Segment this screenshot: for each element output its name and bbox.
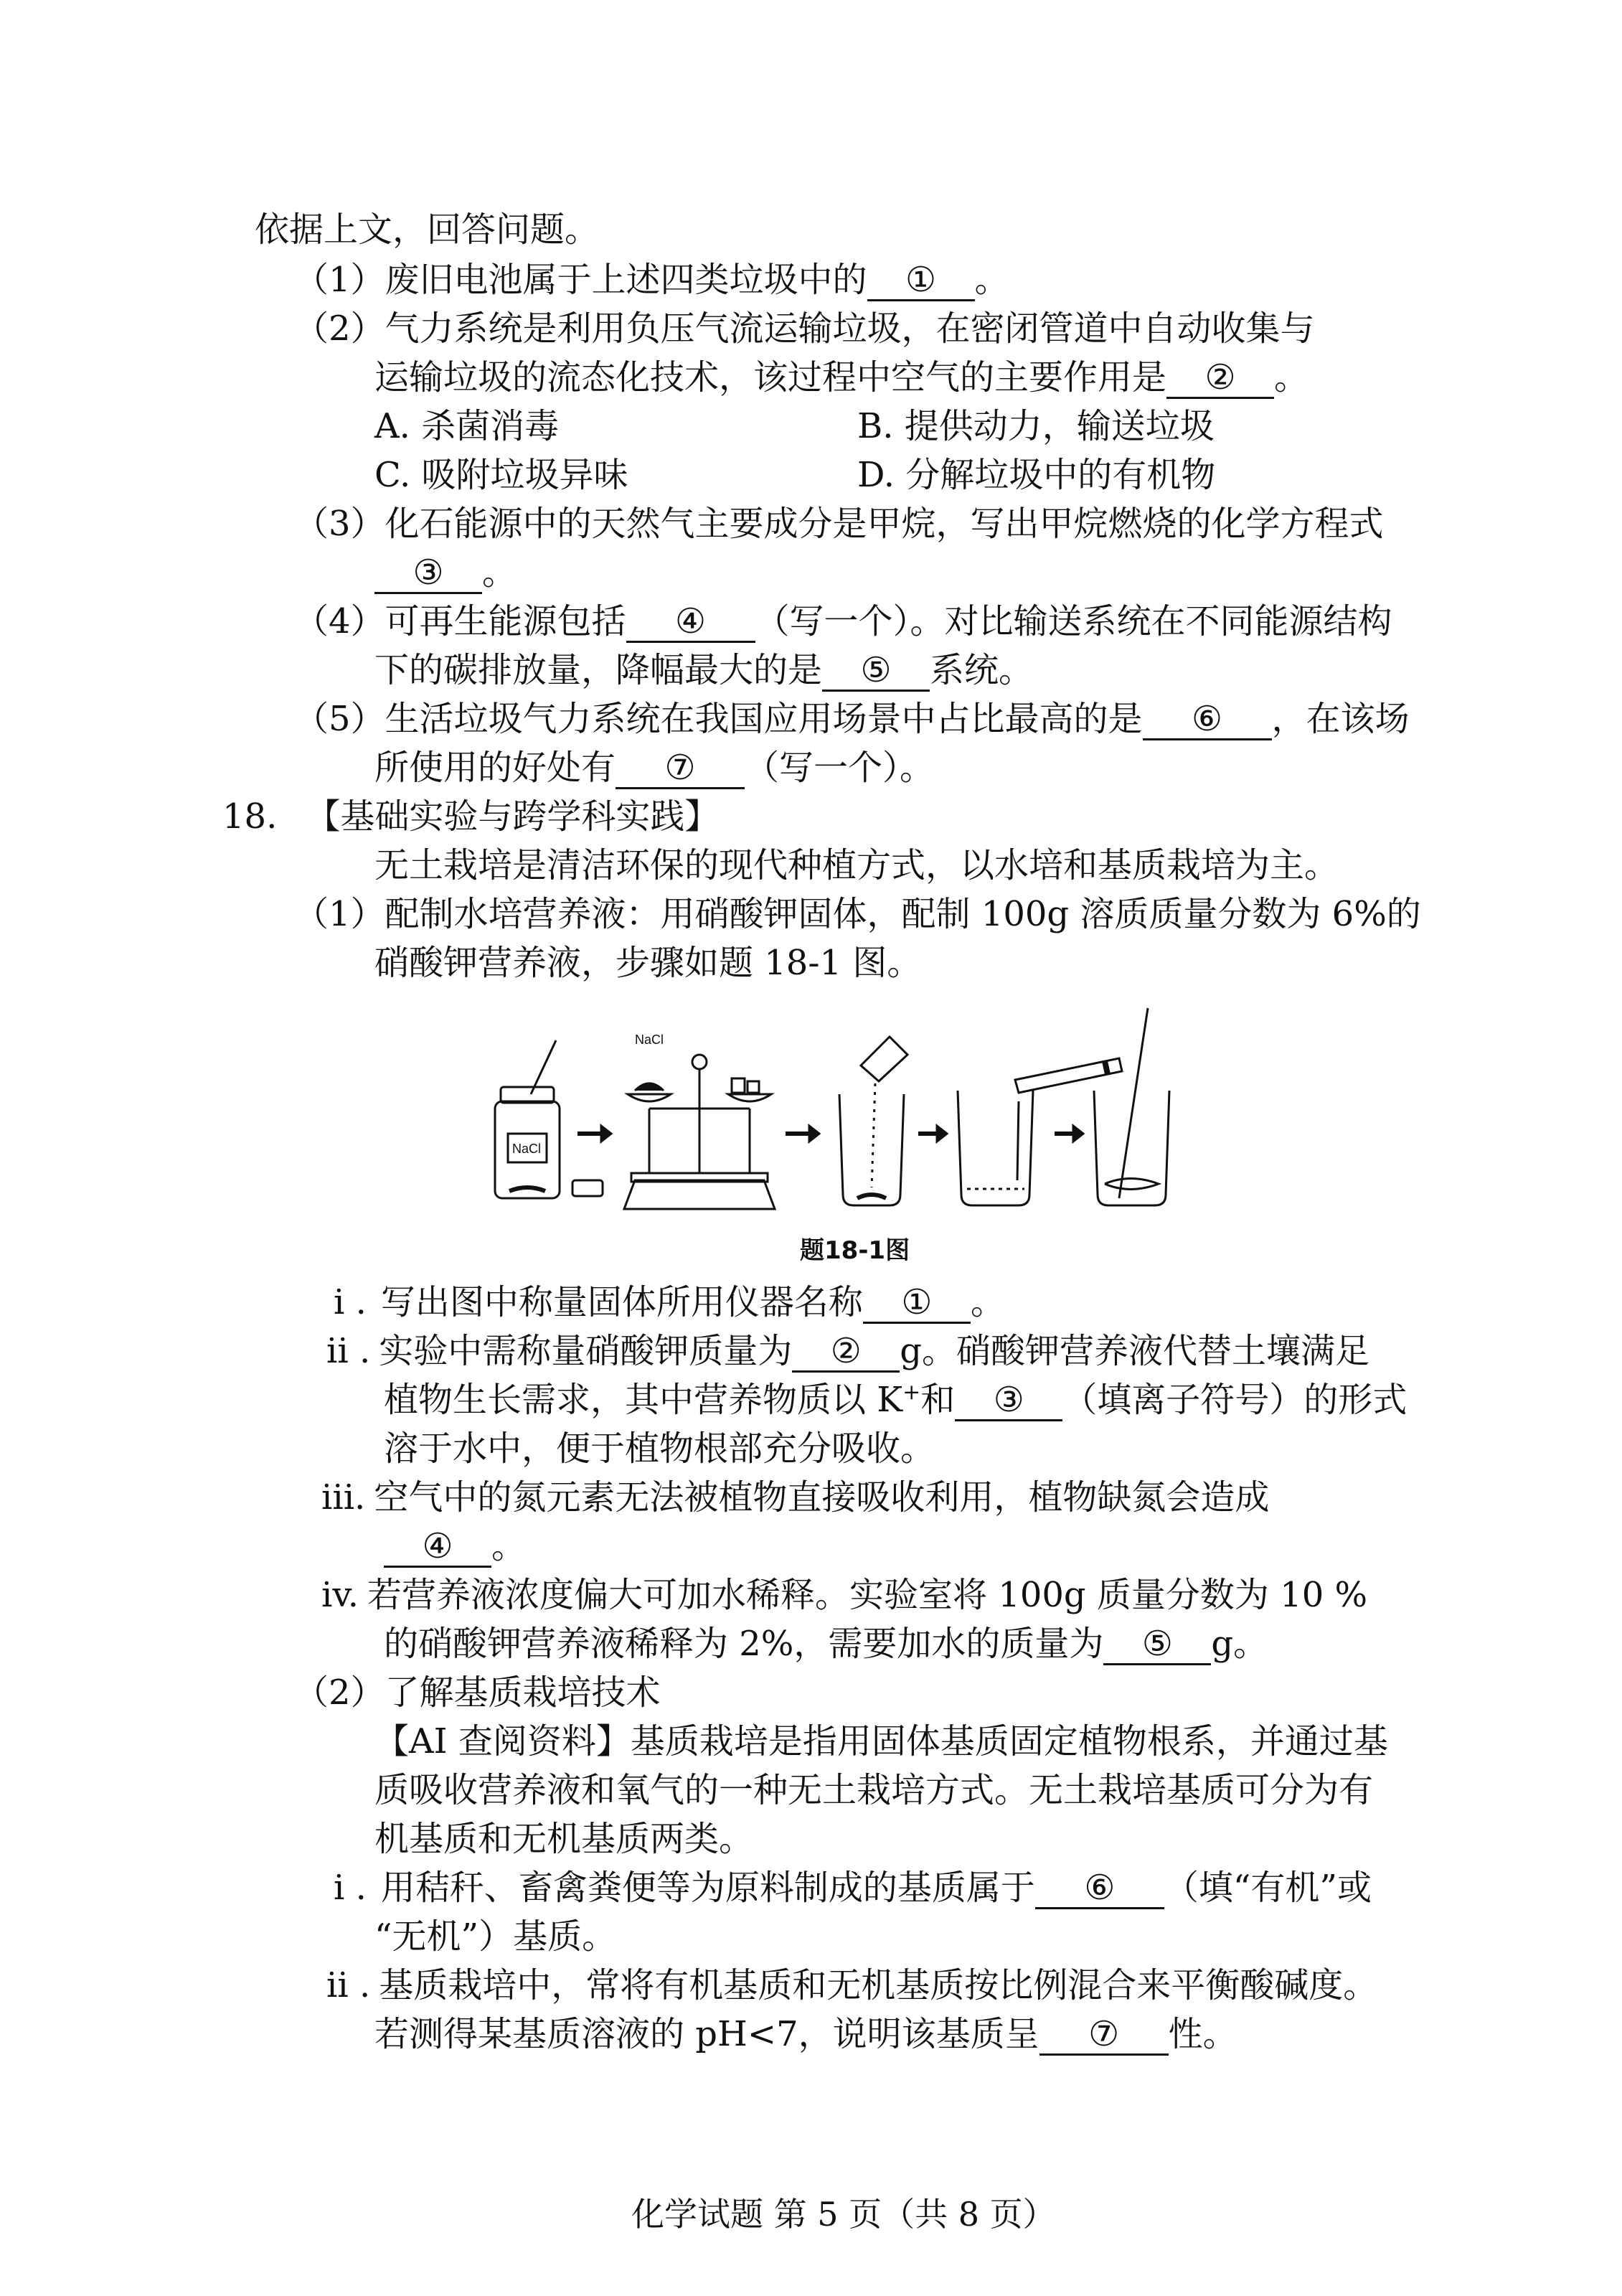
q18-sub-iv-end: g。 — [1211, 1624, 1268, 1664]
answer-blank-18-2[interactable]: ② — [792, 1332, 900, 1373]
option-d[interactable]: D. 分解垃圾中的有机物 — [857, 455, 1216, 495]
q18-sub-iii-num: iii. — [321, 1477, 366, 1518]
q18-part2-title: （2）了解基质栽培技术 — [294, 1672, 661, 1713]
q17-part4-text2: 下的碳排放量，降幅最大的是 — [374, 650, 823, 690]
option-b[interactable]: B. 提供动力，输送垃圾 — [857, 406, 1215, 446]
q18-sub2-i-line2: “无机”）基质。 — [374, 1916, 617, 1957]
q17-part4-mid: （写一个）。对比输送系统在不同能源结构 — [755, 601, 1392, 641]
q18-sub2-ii-text2: 若测得某基质溶液的 pH<7，说明该基质呈 — [374, 2014, 1039, 2054]
q18-sub-iv-line2 — [384, 1622, 1268, 1665]
balance-label: NaCl — [635, 1032, 664, 1047]
answer-blank-3[interactable]: ③ — [374, 553, 482, 594]
q17-part4-end: 系统。 — [930, 650, 1034, 690]
q18-sub-ii-and: 和 — [920, 1380, 956, 1420]
q17-part1-end: 。 — [974, 260, 1009, 300]
q18-intro: 无土栽培是清洁环保的现代种植方式，以水培和基质栽培为主。 — [374, 845, 1339, 885]
option-a[interactable]: A. 杀菌消毒 — [374, 406, 560, 446]
q18-sub2-ii-num: ii . — [326, 1965, 371, 2005]
q18-sub-ii-end2: （填离子符号）的形式 — [1062, 1380, 1408, 1420]
answer-blank-7[interactable]: ⑦ — [616, 748, 745, 789]
answer-blank-18-5[interactable]: ⑤ — [1103, 1624, 1211, 1665]
q18-sub2-i-line1 — [334, 1866, 1372, 1909]
q17-part5-text: （5）生活垃圾气力系统在我国应用场景中占比最高的是 — [294, 699, 1143, 739]
q18-sub2-ii-end: 性。 — [1168, 2014, 1237, 2054]
q18-sub-iii-end: 。 — [491, 1526, 527, 1566]
q18-number: 18. — [222, 796, 278, 837]
q18-title: 【基础实验与跨学科实践】 — [306, 796, 720, 837]
answer-blank-1[interactable]: ① — [867, 260, 975, 301]
q17-part5-line1 — [294, 697, 1410, 740]
answer-blank-18-1[interactable]: ① — [863, 1283, 971, 1324]
arrow-icon — [577, 1126, 611, 1142]
jar-label: NaCl — [512, 1142, 542, 1156]
q17-part4-line2 — [374, 649, 1033, 692]
q18-part2-line1: 【AI 查阅资料】基质栽培是指用固体基质固定植物根系，并通过基 — [374, 1721, 1388, 1761]
page-footer: 化学试题 第 5 页（共 8 页） — [631, 2195, 1056, 2234]
q18-sub2-ii-line2 — [374, 2013, 1237, 2056]
q17-part5-mid: ，在该场 — [1271, 699, 1410, 739]
q18-sub-ii-line2 — [384, 1378, 1407, 1421]
bottle-cap-icon — [572, 1180, 603, 1196]
answer-blank-18-3[interactable]: ③ — [955, 1380, 1062, 1421]
q17-part5-line2 — [374, 746, 934, 789]
q18-sub-i-end: 。 — [970, 1282, 1005, 1322]
q18-sub-ii-line3: 溶于水中，便于植物根部充分吸收。 — [384, 1429, 935, 1469]
q18-heading — [222, 795, 719, 838]
arrow-icon — [1055, 1126, 1083, 1142]
q17-part5-end: （写一个）。 — [745, 748, 935, 788]
answer-blank-18-7[interactable]: ⑦ — [1039, 2015, 1169, 2056]
q17-part3-line2 — [374, 551, 517, 594]
figure-caption: 题18-1图 — [800, 1236, 910, 1265]
q18-sub-i-text: 写出图中称量固体所用仪器名称 — [380, 1282, 863, 1322]
q18-sub-ii-mid: g。硝酸钾营养液代替土壤满足 — [900, 1331, 1369, 1371]
q18-sub-iv-num: iv. — [321, 1575, 359, 1615]
q18-part2-line2: 质吸收营养液和氧气的一种无土栽培方式。无土栽培基质可分为有 — [374, 1770, 1374, 1810]
q17-part1-text: （1）废旧电池属于上述四类垃圾中的 — [294, 260, 867, 300]
beaker-pouring-icon — [839, 1037, 907, 1205]
k-ion-charge: + — [902, 1380, 921, 1405]
answer-blank-18-4[interactable]: ④ — [384, 1527, 491, 1568]
q18-sub-iii-line1 — [321, 1476, 1269, 1519]
balance-scale-icon — [624, 1055, 775, 1209]
q17-part4-text: （4）可再生能源包括 — [294, 601, 626, 641]
q17-part2-text: 运输垃圾的流态化技术，该过程中空气的主要作用是 — [374, 357, 1167, 397]
experiment-figure — [488, 1001, 1234, 1223]
q18-sub2-ii-text: 基质栽培中，常将有机基质和无机基质按比例混合来平衡酸碱度。 — [379, 1965, 1378, 2005]
arrow-icon — [918, 1126, 947, 1142]
answer-blank-4[interactable]: ④ — [626, 602, 755, 643]
q18-sub2-i-num: i . — [334, 1868, 367, 1908]
q18-sub-i — [334, 1281, 1005, 1324]
answer-blank-6[interactable]: ⑥ — [1143, 700, 1272, 740]
q18-part2-line3: 机基质和无机基质两类。 — [374, 1819, 754, 1859]
intro-text: 依据上文，回答问题。 — [255, 210, 600, 250]
q17-part2-line2 — [374, 356, 1309, 399]
beaker-stirring-icon — [1094, 1008, 1169, 1205]
q18-sub2-ii-line1 — [326, 1964, 1377, 2007]
reagent-jar-icon — [495, 1040, 560, 1198]
q18-part1-line2: 硝酸钾营养液，步骤如题 18-1 图。 — [374, 943, 922, 983]
option-c[interactable]: C. 吸附垃圾异味 — [374, 455, 628, 495]
q18-sub-ii-text2: 植物生长需求，其中营养物质以 K — [384, 1380, 903, 1420]
q18-sub-iv-line1 — [321, 1573, 1367, 1617]
arrow-icon — [786, 1126, 819, 1142]
q17-part1 — [294, 258, 1009, 301]
q17-part3-line1: （3）化石能源中的天然气主要成分是甲烷，写出甲烷燃烧的化学方程式 — [294, 504, 1384, 544]
q18-sub-iv-text: 若营养液浓度偏大可加水稀释。实验室将 100g 质量分数为 10 % — [367, 1575, 1368, 1615]
q17-part2-end: 。 — [1274, 357, 1309, 397]
q18-sub-iii-text: 空气中的氮元素无法被植物直接吸收利用，植物缺氮会造成 — [374, 1477, 1270, 1518]
q18-sub-ii-line1 — [326, 1330, 1369, 1373]
answer-blank-2[interactable]: ② — [1166, 358, 1274, 399]
q18-part1-line1: （1）配制水培营养液：用硝酸钾固体，配制 100g 溶质质量分数为 6%的 — [294, 894, 1421, 934]
q18-sub-iv-text2: 的硝酸钾营养液稀释为 2%，需要加水的质量为 — [384, 1624, 1104, 1664]
q17-part4-line1 — [294, 600, 1392, 643]
q18-sub2-i-text: 用秸秆、畜禽粪便等为原料制成的基质属于 — [380, 1868, 1035, 1908]
answer-blank-5[interactable]: ⑤ — [822, 651, 930, 692]
q18-sub-ii-num: ii . — [326, 1331, 371, 1371]
q17-part2-line1: （2）气力系统是利用负压气流运输垃圾，在密闭管道中自动收集与 — [294, 309, 1315, 349]
q17-part3-end: 。 — [482, 552, 517, 593]
q17-part5-text2: 所使用的好处有 — [374, 748, 616, 788]
q18-sub-i-num: i . — [334, 1282, 367, 1322]
q18-sub-iii-line2 — [384, 1525, 526, 1568]
answer-blank-18-6[interactable]: ⑥ — [1035, 1868, 1164, 1909]
q18-sub2-i-end: （填“有机”或 — [1164, 1868, 1372, 1908]
q18-sub-ii-text: 实验中需称量硝酸钾质量为 — [379, 1331, 793, 1371]
